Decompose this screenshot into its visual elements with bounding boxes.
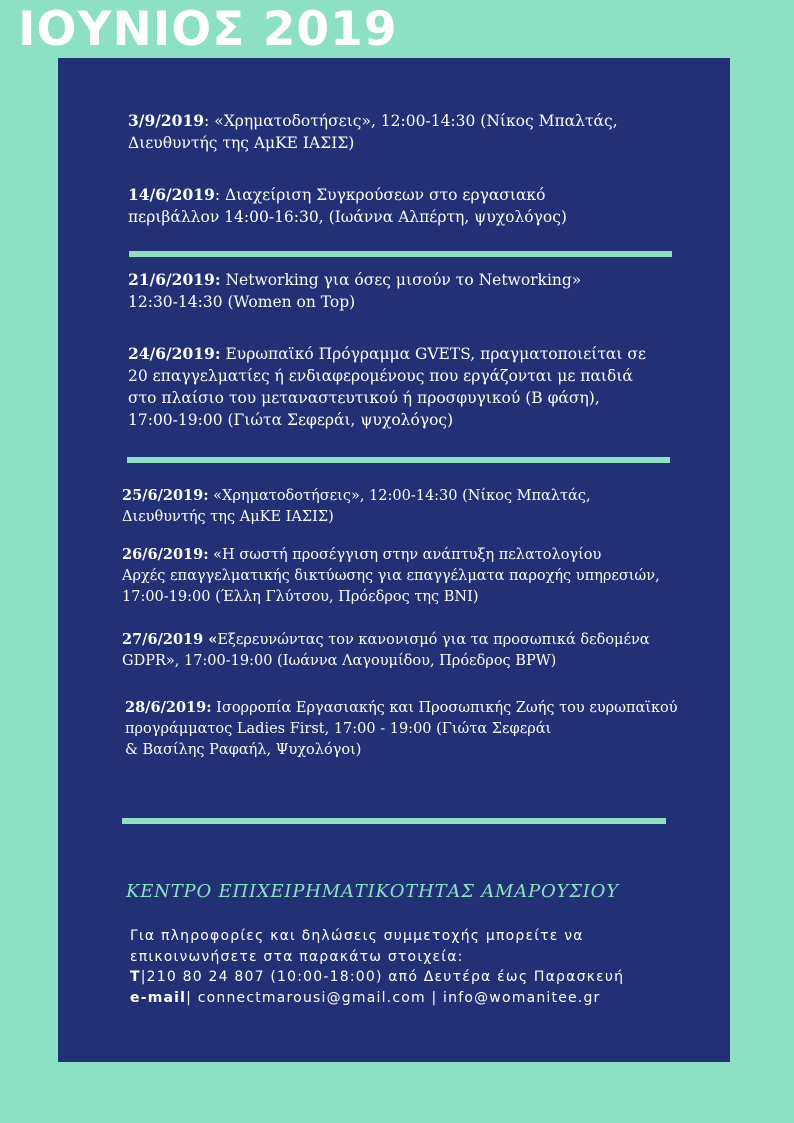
event-item: 14/6/2019: Διαχείριση Συγκρούσεων στο εργασιακό περιβάλλον 14:00-16:30, (Ιωάννα Αλπέρτη, ψυχολόγος) [128,185,567,226]
page-title: ΙΟΥΝΙΟΣ 2019 [18,2,398,57]
event-item: 3/9/2019: «Χρηματοδοτήσεις», 12:00-14:30 (Νίκος Μπαλτάς, Διευθυντής της ΑμΚΕ ΙΑΣΙΣ) [128,111,618,152]
email-addresses: | connectmarousi@gmail.com | info@womanitee.gr [186,989,601,1006]
schedule-panel [58,58,730,1062]
organization-name: ΚΕΝΤΡΟ ΕΠΙΧΕΙΡΗΜΑΤΙΚΟΤΗΤΑΣ ΑΜΑΡΟΥΣΙΟΥ [126,881,619,902]
divider [127,457,670,463]
contact-info: Για πληροφορίες και δηλώσεις συμμετοχής μπορείτε να επικοινωνήσετε στα παρακάτω στοιχεία: Τ|210 80 24 807 (10:00-18:00) από Δευτέρα έως Παρασκευή e-mail| connectmarousi@gmail.com | info@womanitee.gr [130,928,625,1006]
divider [129,251,672,257]
event-item: 28/6/2019: Ισορροπία Εργασιακής και Προσωπικής Ζωής του ευρωπαϊκού προγράμματος Ladies First, 17:00 - 19:00 (Γιώτα Σεφεράι & Βασίλης Ραφαήλ, Ψυχολόγοι) [125,699,678,758]
email-label: e-mail [130,989,187,1006]
event-item: 21/6/2019: Networking για όσες μισούν το Networking» 12:30-14:30 (Women on Top) [128,270,582,311]
event-item: 26/6/2019: «Η σωστή προσέγγιση στην ανάπτυξη πελατολογίου Αρχές επαγγελματικής δικτύωσης για επαγγέλματα παροχής υπηρεσιών, 17:00-19:00 (Έλλη Γλύτσου, Πρόεδρος της ΒΝΙ) [122,546,660,605]
divider [122,818,666,824]
event-item: 27/6/2019 «Εξερευνώντας τον κανονισμό για τα προσωπικά δεδομένα GDPR», 17:00-19:00 (Ιωάννα Λαγουμίδου, Πρόεδρος BPW) [122,631,650,669]
event-item: 25/6/2019: «Χρηματοδοτήσεις», 12:00-14:30 (Νίκος Μπαλτάς, Διευθυντής της ΑμΚΕ ΙΑΣΙΣ) [122,487,591,525]
phone-number: |210 80 24 807 (10:00-18:00) από Δευτέρα έως Παρασκευή [140,969,625,985]
phone-label: Τ [130,969,141,985]
event-item: 24/6/2019: Ευρωπαϊκό Πρόγραμμα GVETS, πραγματοποιείται σε 20 επαγγελματίες ή ενδιαφερομένους που εργάζονται με παιδιά στο πλαίσιο του μεταναστευτικού ή προσφυγικού (Β φάση), 17:00-19:00 (Γιώτα Σεφεράι, ψυχολόγος) [128,344,646,429]
